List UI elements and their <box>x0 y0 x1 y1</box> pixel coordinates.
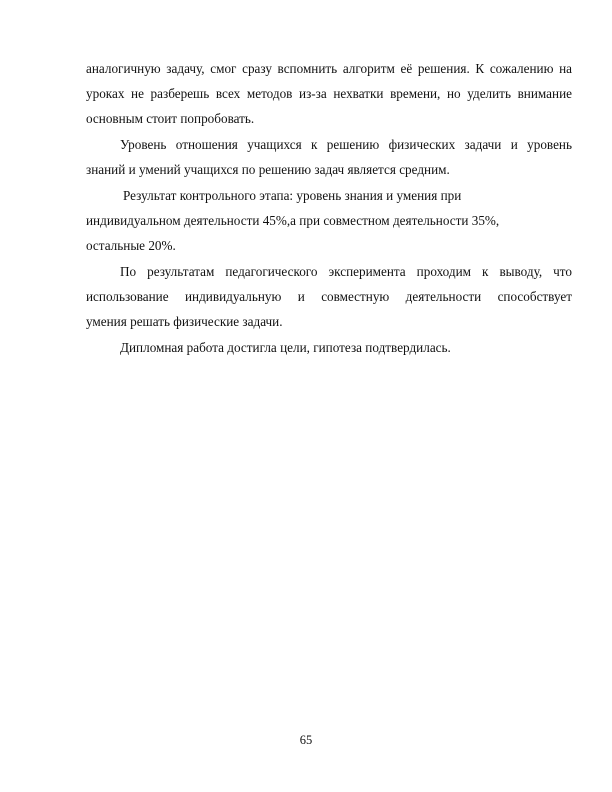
paragraph-algorithm-recall <box>86 56 572 132</box>
paragraph-experiment-conclusion <box>86 259 572 335</box>
text-line: Уровень отношения учащихся к решению физических задачи и уровень <box>120 137 572 152</box>
text-line: использование индивидуальную и совместную деятельности способствует <box>86 289 572 305</box>
text-line: Результат контрольного этапа: уровень знания и умения при <box>123 188 462 203</box>
paragraph-control-stage-result <box>86 183 572 259</box>
paragraph-thesis-goal <box>86 335 572 360</box>
text-line: уроках не разберешь всех методов из-за нехватки времени, но уделить внимание <box>86 86 572 102</box>
text-line: знаний и умений учащихся по решению задач является средним. <box>86 162 450 178</box>
text-line: основным стоит попробовать. <box>86 111 255 127</box>
text-line: индивидуальном деятельности 45%,а при совместном деятельности 35%, <box>86 213 500 229</box>
text-line: По результатам педагогического эксперимента проходим к выводу, что <box>120 264 572 279</box>
text-line: Дипломная работа достигла цели, гипотеза подтвердилась. <box>120 340 451 355</box>
text-line: умения решать физические задачи. <box>86 314 283 330</box>
paragraph-attitude-level <box>86 132 572 182</box>
text-line: остальные 20%. <box>86 238 176 254</box>
page-number: 65 <box>299 733 313 747</box>
text-line: аналогичную задачу, смог сразу вспомнить алгоритм её решения. К сожалению на <box>86 61 572 76</box>
